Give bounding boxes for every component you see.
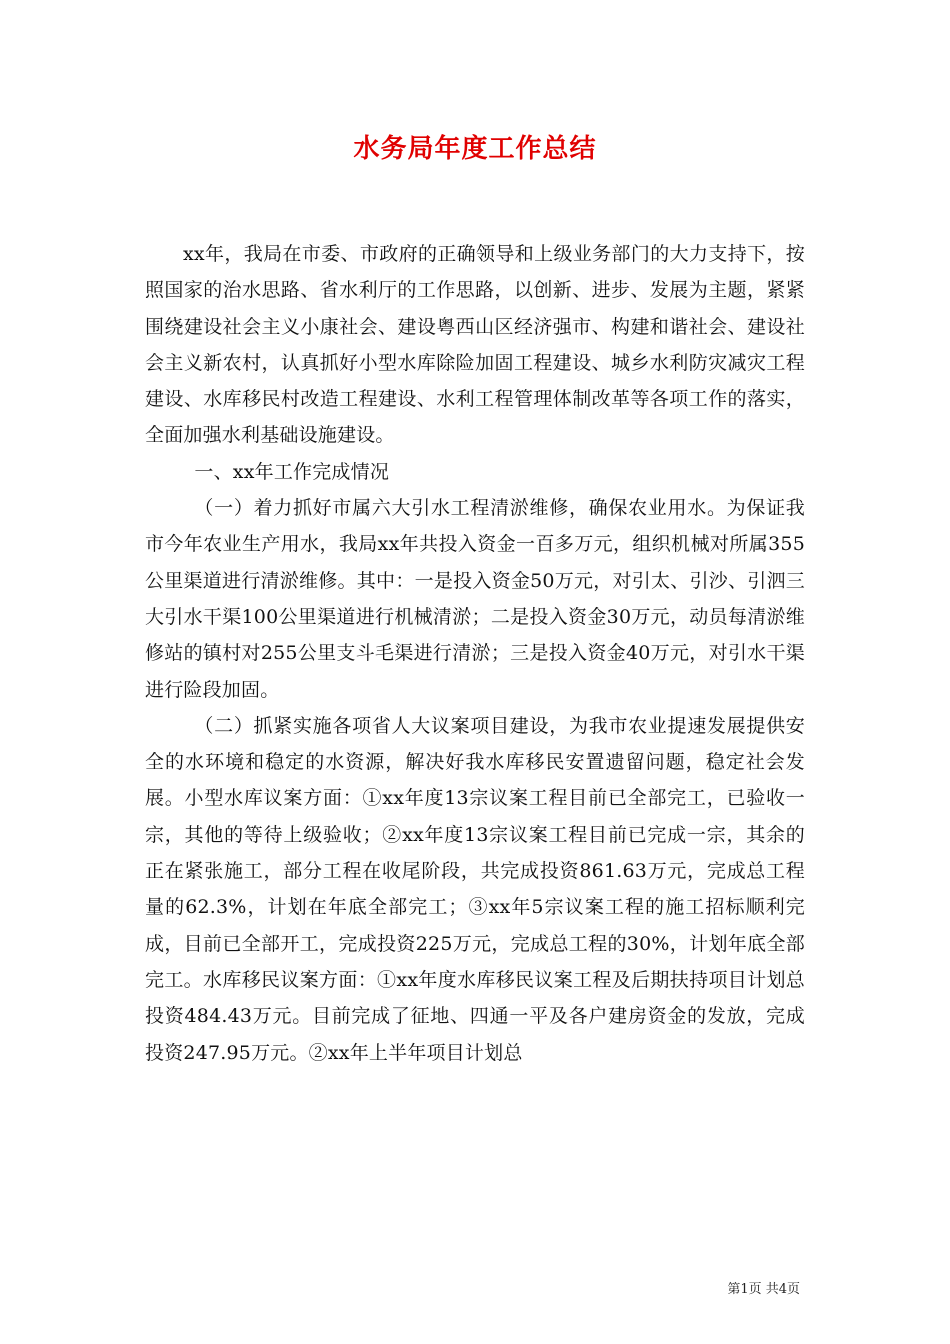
paragraph-item-1: （一）着力抓好市属六大引水工程清淤维修，确保农业用水。为保证我市今年农业生产用水，我局xx年共投入资金一百多万元，组织机械对所属355公里渠道进行清淤维修。其中：一是投入资金50万元，对引太、引沙、引泗三大引水干渠100公里渠道进行机械清淤；二是投入资金30万元，动员每清淤维修站的镇村对255公里支斗毛渠进行清淤；三是投入资金40万元，对引水干渠进行险段加固。 [145, 497, 805, 701]
page-number: 第1页 共4页 [727, 1282, 800, 1297]
section-heading: 一、xx年工作完成情况 [194, 460, 390, 483]
document-body [145, 236, 805, 1071]
paragraph-item-2: （二）抓紧实施各项省人大议案项目建设，为我市农业提速发展提供安全的水环境和稳定的水资源，解决好我水库移民安置遗留问题，稳定社会发展。小型水库议案方面：①xx年度13宗议案工程目前已全部完工，已验收一宗，其他的等待上级验收；②xx年度13宗议案工程目前已完成一宗，其余的正在紧张施工，部分工程在收尾阶段，共完成投资861.63万元，完成总工程量的62.3%，计划在年底全部完工；③xx年5宗议案工程的施工招标顺利完成，目前已全部开工，完成投资225万元，完成总工程的30%，计划年底全部完工。水库移民议案方面：①xx年度水库移民议案工程及后期扶持项目计划总投资484.43万元。目前完成了征地、四通一平及各户建房资金的发放，完成投资247.95万元。②xx年上半年项目计划总 [145, 714, 805, 1064]
intro-paragraph: xx年，我局在市委、市政府的正确领导和上级业务部门的大力支持下，按照国家的治水思路、省水利厅的工作思路，以创新、进步、发展为主题，紧紧围绕建设社会主义小康社会、建设粤西山区经济强市、构建和谐社会、建设社会主义新农村，认真抓好小型水库除险加固工程建设、城乡水利防灾减灾工程建设、水库移民村改造工程建设、水利工程管理体制改革等各项工作的落实，全面加强水利基础设施建设。 [145, 243, 805, 447]
document-title: 水务局年度工作总结 [353, 134, 597, 164]
